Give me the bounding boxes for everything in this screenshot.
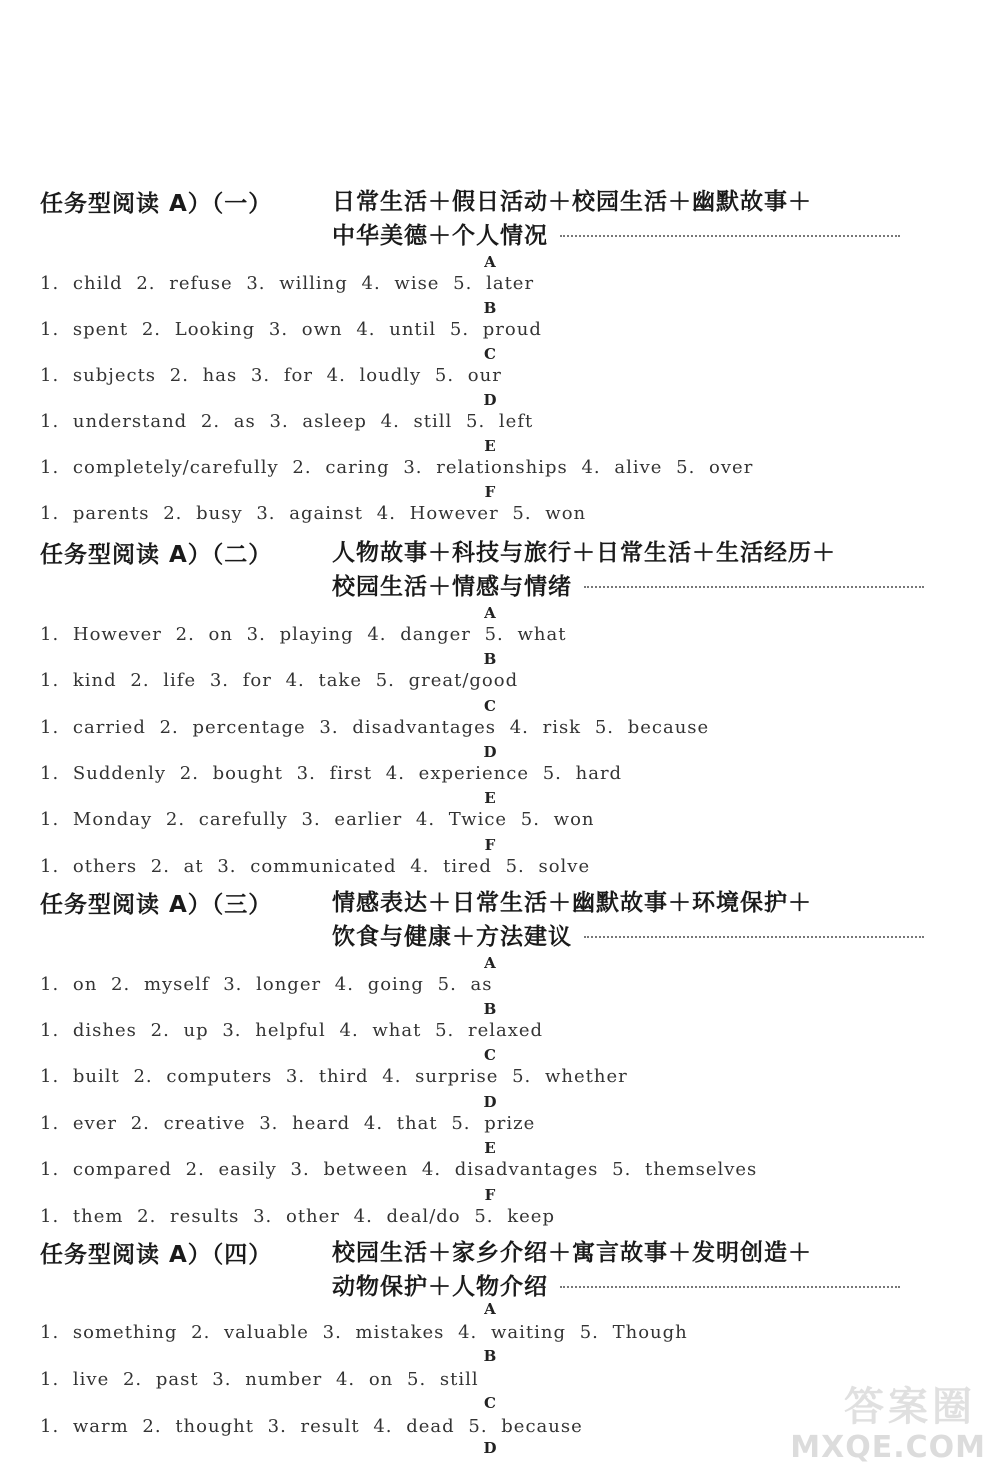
section-title: 任务型阅读 A）（二） xyxy=(40,542,273,568)
group-label: E xyxy=(484,789,496,807)
answer-line: 1. Monday 2. carefully 3. earlier 4. Twice 5. won xyxy=(40,809,595,830)
answer-line: 1. spent 2. Looking 3. own 4. until 5. proud xyxy=(40,319,542,340)
answer-line: 1. Suddenly 2. bought 3. first 4. experience 5. hard xyxy=(40,763,623,784)
group-label: D xyxy=(483,1439,497,1457)
topics-line-1: 日常生活＋假日活动＋校园生活＋幽默故事＋ xyxy=(332,189,812,215)
answer-line: 1. understand 2. as 3. asleep 4. still 5. left xyxy=(40,411,534,432)
answer-line: 1. live 2. past 3. number 4. on 5. still xyxy=(40,1369,479,1390)
group-label: C xyxy=(484,1394,496,1412)
group-label: F xyxy=(484,483,496,501)
topics-line-1: 校园生活＋家乡介绍＋寓言故事＋发明创造＋ xyxy=(332,1240,812,1266)
answer-line: 1. parents 2. busy 3. against 4. However 5. won xyxy=(40,503,587,524)
dotted-leader xyxy=(560,235,900,237)
group-label: A xyxy=(484,954,496,972)
watermark-en-text: MXQE.COM xyxy=(790,1430,986,1465)
section-title: 任务型阅读 A）（一） xyxy=(40,191,273,217)
answer-line: 1. others 2. at 3. communicated 4. tired 5. solve xyxy=(40,856,591,877)
group-label: D xyxy=(483,743,497,761)
group-label: A xyxy=(484,604,496,622)
answer-line: 1. ever 2. creative 3. heard 4. that 5. prize xyxy=(40,1113,536,1134)
group-label: F xyxy=(484,1186,496,1204)
dotted-leader xyxy=(584,586,924,588)
group-label: C xyxy=(484,697,496,715)
group-label: B xyxy=(483,1000,497,1018)
topics-line-2: 饮食与健康＋方法建议 xyxy=(332,924,572,950)
group-label: D xyxy=(483,391,497,409)
topics-line-2: 中华美德＋个人情况 xyxy=(332,223,548,249)
topics-line-2: 动物保护＋人物介绍 xyxy=(332,1274,548,1300)
group-label: F xyxy=(484,836,496,854)
group-label: B xyxy=(483,1347,497,1365)
answer-line: 1. on 2. myself 3. longer 4. going 5. as xyxy=(40,974,493,995)
group-label: C xyxy=(484,1046,496,1064)
topics-line-2: 校园生活＋情感与情绪 xyxy=(332,574,572,600)
group-label: E xyxy=(484,1139,496,1157)
group-label: B xyxy=(483,299,497,317)
answer-line: 1. completely/carefully 2. caring 3. relationships 4. alive 5. over xyxy=(40,457,754,478)
answer-line: 1. child 2. refuse 3. willing 4. wise 5. later xyxy=(40,273,535,294)
answer-line: 1. However 2. on 3. playing 4. danger 5. what xyxy=(40,624,567,645)
group-label: D xyxy=(483,1093,497,1111)
section-topics xyxy=(332,886,924,954)
section-title: 任务型阅读 A）（三） xyxy=(40,892,273,918)
answer-line: 1. built 2. computers 3. third 4. surprise 5. whether xyxy=(40,1066,628,1087)
answer-line: 1. carried 2. percentage 3. disadvantages 4. risk 5. because xyxy=(40,717,710,738)
group-label: B xyxy=(483,650,497,668)
group-label: E xyxy=(484,437,496,455)
section-topics xyxy=(332,1236,900,1304)
answer-line: 1. subjects 2. has 3. for 4. loudly 5. our xyxy=(40,365,502,386)
answer-line: 1. something 2. valuable 3. mistakes 4. waiting 5. Though xyxy=(40,1322,688,1343)
topics-line-1: 情感表达＋日常生活＋幽默故事＋环境保护＋ xyxy=(332,890,812,916)
answer-line: 1. them 2. results 3. other 4. deal/do 5. keep xyxy=(40,1206,555,1227)
section-title: 任务型阅读 A）（四） xyxy=(40,1242,273,1268)
group-label: C xyxy=(484,345,496,363)
watermark-logo xyxy=(790,1375,986,1465)
partial-answer-line xyxy=(40,1462,53,1471)
group-label: A xyxy=(484,253,496,271)
watermark-cn-text: 答案圈 xyxy=(844,1384,976,1430)
answer-line: 1. warm 2. thought 3. result 4. dead 5. because xyxy=(40,1416,583,1437)
answer-line: 1. kind 2. life 3. for 4. take 5. great/good xyxy=(40,670,519,691)
group-label: A xyxy=(484,1300,496,1318)
section-topics xyxy=(332,536,924,604)
answer-line: 1. dishes 2. up 3. helpful 4. what 5. relaxed xyxy=(40,1020,544,1041)
topics-line-1: 人物故事＋科技与旅行＋日常生活＋生活经历＋ xyxy=(332,540,836,566)
answer-line: 1. compared 2. easily 3. between 4. disadvantages 5. themselves xyxy=(40,1159,758,1180)
dotted-leader xyxy=(584,936,924,938)
section-topics xyxy=(332,185,900,253)
dotted-leader xyxy=(560,1286,900,1288)
